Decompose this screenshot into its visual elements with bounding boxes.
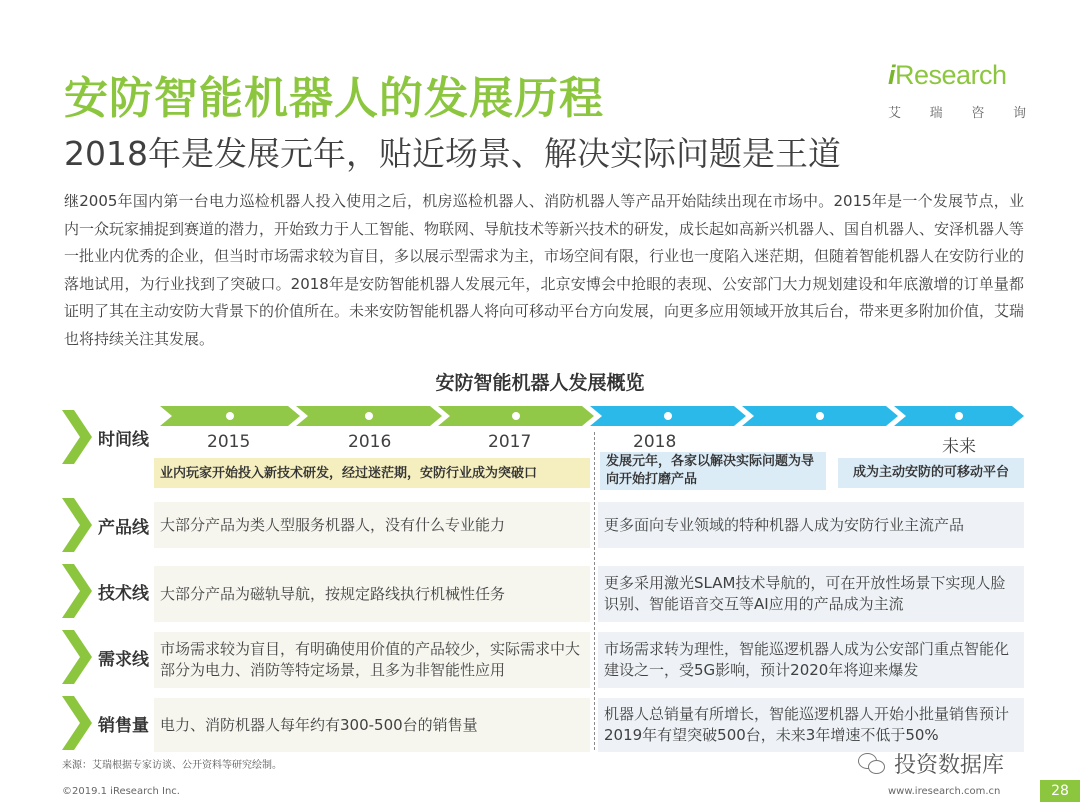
intro-paragraph: 继2005年国内第一台电力巡检机器人投入使用之后，机房巡检机器人、消防机器人等产品开始陆续出现在市场中。2015年是一个发展节点，业内一众玩家捕捉到赛道的潜力，开始致力于人工智能、物联网、导航技术等新兴技术的研发，成长起如高新兴机器人、国自机器人、安泽机器人等一批业内优秀的企业，但当时市场需求较为盲目，多以展示型需求为主，市场空间有限，行业也一度陷入迷茫期，但随着智能机器人在安防行业的落地试用，为行业找到了突破口。2018年是安防智能机器人发展元年，北京安博会中抢眼的表现、公安部门大力规划建设和年底激增的订单量都证明了其在主动安防大背景下的价值所在。未来安防智能机器人将向可移动平台方向发展，向更多应用领域开放其后台，带来更多附加价值，艾瑞也将持续关注其发展。 (64, 192, 1025, 348)
timeline-dot (365, 412, 373, 420)
chevron-right-icon (62, 498, 92, 552)
timeline-cell-future: 成为主动安防的可移动平台 (838, 458, 1024, 488)
demand-cell-early: 市场需求较为盲目，有明确使用价值的产品较少，实际需求中大部分为电力、消防等特定场景，且多为非智能性应用 (154, 632, 590, 688)
page-subtitle: 2018年是发展元年，贴近场景、解决实际问题是王道 (64, 134, 841, 173)
year-label: 2017 (488, 432, 532, 452)
row-label-technology: 技术线 (62, 564, 149, 618)
chevron-right-icon (62, 410, 92, 464)
year-label: 2016 (348, 432, 392, 452)
product-cell-early: 大部分产品为类人型服务机器人，没有什么专业能力 (154, 502, 590, 548)
sales-cell-early: 电力、消防机器人每年约有300-500台的销售量 (154, 698, 590, 752)
row-label-demand: 需求线 (62, 630, 149, 684)
chevron-right-icon (62, 564, 92, 618)
year-label: 2018 (633, 432, 677, 452)
divider-2018 (594, 432, 595, 750)
timeline-dot (512, 412, 520, 420)
logo-chinese: 艾 瑞 咨 询 (888, 106, 1026, 121)
timeline-arrow-2016 (296, 406, 442, 426)
timeline-arrow-future (894, 406, 1024, 426)
row-label-sales: 销售量 (62, 696, 149, 750)
technology-cell-early: 大部分产品为磁轨导航，按规定路线执行机械性任务 (154, 566, 590, 622)
timeline-arrow-2017 (438, 406, 594, 426)
timeline-cell-2018: 发展元年，各家以解决实际问题为导向开始打磨产品 (600, 452, 826, 490)
timeline-dot (816, 412, 824, 420)
source-note: 来源：艾瑞根据专家访谈、公开资料等研究绘制。 (62, 760, 282, 771)
copyright: ©2019.1 iResearch Inc. (62, 786, 180, 797)
technology-cell-recent: 更多采用激光SLAM技术导航的，可在开放性场景下实现人脸识别、智能语音交互等AI应用的产品成为主流 (598, 566, 1024, 622)
year-label: 未来 (942, 437, 976, 457)
page-number: 28 (1040, 780, 1080, 802)
chevron-right-icon (62, 630, 92, 684)
page-title: 安防智能机器人的发展历程 (64, 73, 604, 124)
timeline-arrow-mid (742, 406, 898, 426)
row-label-product: 产品线 (62, 498, 149, 552)
watermark: 投资数据库 (858, 748, 1004, 779)
sales-cell-recent: 机器人总销量有所增长，智能巡逻机器人开始小批量销售预计2019年有望突破500台，未来3年增速不低于50% (598, 698, 1024, 752)
timeline-dot (226, 412, 234, 420)
timeline-dot (664, 412, 672, 420)
product-cell-recent: 更多面向专业领域的特种机器人成为安防行业主流产品 (598, 502, 1024, 548)
timeline-arrow-2018 (590, 406, 746, 426)
wechat-icon (858, 751, 888, 777)
chevron-right-icon (62, 696, 92, 750)
timeline-cell-early: 业内玩家开始投入新技术研发，经过迷茫期，安防行业成为突破口 (154, 458, 590, 488)
overview-title: 安防智能机器人发展概览 (435, 372, 645, 394)
website-url: www.iresearch.com.cn (888, 786, 1001, 797)
row-label-timeline: 时间线 (62, 410, 149, 464)
timeline-arrow-2015 (160, 406, 300, 426)
logo-wordmark: iResearch (888, 60, 1007, 90)
iresearch-logo (888, 60, 1028, 120)
timeline-dot (955, 412, 963, 420)
demand-cell-recent: 市场需求转为理性，智能巡逻机器人成为公安部门重点智能化建设之一，受5G影响，预计2020年将迎来爆发 (598, 632, 1024, 688)
year-label: 2015 (207, 432, 251, 452)
